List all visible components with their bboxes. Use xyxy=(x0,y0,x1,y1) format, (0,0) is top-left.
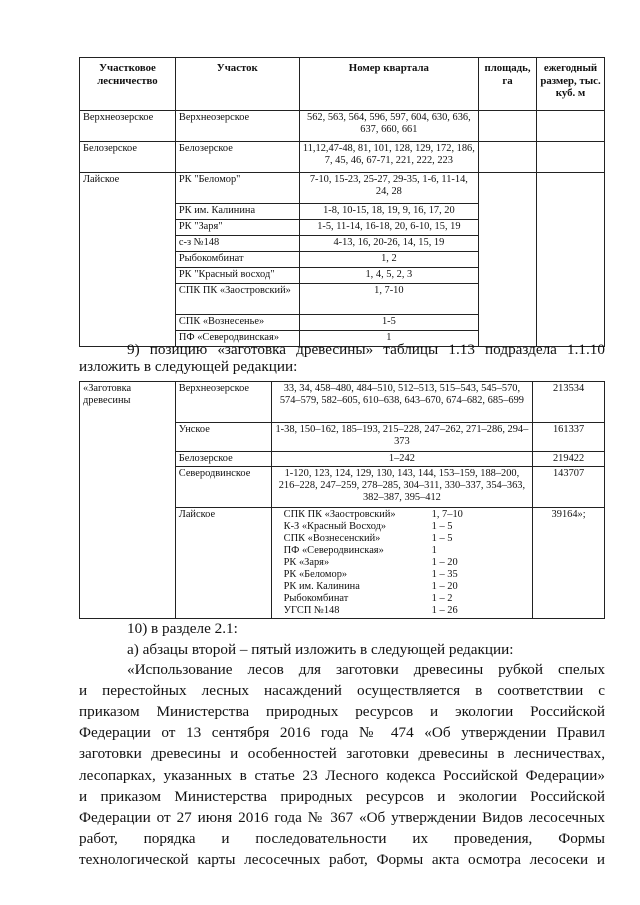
quarters-cell: 7-10, 15-23, 25-27, 29-35, 1-6, 11-14, 24, 28 xyxy=(299,173,478,204)
quarters-cell: 562, 563, 564, 596, 597, 604, 630, 636, 637, 660, 661 xyxy=(299,111,478,142)
plot-name: Рыбокомбинат xyxy=(283,593,349,604)
district-cell: Лайское xyxy=(80,173,176,347)
quarters-cell: 1-5 xyxy=(299,315,478,331)
quarters-cell: 11,12,47-48, 81, 101, 128, 129, 172, 186, 7, 45, 46, 67-71, 221, 222, 223 xyxy=(299,142,478,173)
header-area: площадь, га xyxy=(479,58,537,111)
volume-cell xyxy=(537,173,605,347)
table-row xyxy=(80,142,605,173)
body-line: работ, порядка и последовательности их проведения, Формы xyxy=(79,829,605,847)
harvest-table xyxy=(79,381,605,619)
paragraph-9-continued: изложить в следующей редакции: xyxy=(79,358,298,375)
plot-cell: с-з №148 xyxy=(175,236,299,252)
quarters-cell: 1, 2 xyxy=(299,252,478,268)
value-cell: 161337 xyxy=(533,423,605,452)
value-cell: 213534 xyxy=(533,382,605,423)
district-cell: Верхнеозерское xyxy=(80,111,176,142)
quarters-cell: 1-38, 150–162, 185–193, 215–228, 247–262, 271–286, 294–373 xyxy=(271,423,533,452)
quarters-cell: 1-5, 11-14, 16-18, 20, 6-10, 15, 19 xyxy=(299,220,478,236)
plot-name: РК «Заря» xyxy=(283,557,330,568)
plot-cell: ПФ «Северодвинская» xyxy=(175,331,299,347)
body-line: приказом Министерства природных ресурсов и экологии Российской xyxy=(79,703,605,721)
paragraph-a: а) абзацы второй – пятый изложить в следующей редакции: xyxy=(127,641,514,658)
plot-cell: СПК ПК «Заостровский» xyxy=(175,284,299,315)
quarters-cell: 1-120, 123, 124, 129, 130, 143, 144, 153–159, 188–200, 216–228, 247–259, 278–285, 304–311, 330–337, 354–363, 382–387, 395–412 xyxy=(271,467,533,508)
body-line: лесопарках, указанных в статье 23 Лесного кодекса Российской Федерации» xyxy=(79,766,605,784)
plot-name: СПК «Вознесенский» xyxy=(283,533,381,544)
laiskoe-plots-cell xyxy=(271,508,533,619)
plot-cell: РК "Красный восход" xyxy=(175,268,299,284)
plot-cell: Верхнеозерское xyxy=(175,111,299,142)
plot-quarters: 1 – 20 xyxy=(431,557,458,568)
volume-cell xyxy=(537,111,605,142)
quarters-cell: 1-8, 10-15, 18, 19, 9, 16, 17, 20 xyxy=(299,204,478,220)
body-line: заготовки древесины и особенностей заготовки древесины в лесничествах, xyxy=(79,745,605,763)
plot-name: РК им. Калинина xyxy=(283,581,360,592)
area-cell xyxy=(479,173,537,347)
area-cell xyxy=(479,142,537,173)
quarters-cell: 1, 4, 5, 2, 3 xyxy=(299,268,478,284)
plot-name: СПК ПК «Заостровский» xyxy=(283,509,396,520)
header-plot: Участок xyxy=(175,58,299,111)
plot-cell: Рыбокомбинат xyxy=(175,252,299,268)
header-annual-volume: ежегодный размер, тыс. куб. м xyxy=(537,58,605,111)
district-cell: Белозерское xyxy=(175,452,271,467)
plot-cell: РК "Заря" xyxy=(175,220,299,236)
district-cell: Лайское xyxy=(175,508,271,619)
value-cell: 219422 xyxy=(533,452,605,467)
plot-name: ПФ «Северодвинская» xyxy=(283,545,384,556)
paragraph-9: 9) позицию «заготовка древесины» таблицы 1.13 подраздела 1.1.10 xyxy=(127,341,605,358)
quarters-cell: 33, 34, 458–480, 484–510, 512–513, 515–543, 545–570, 574–579, 582–605, 610–638, 643–670, 674–682, 685–699 xyxy=(271,382,533,423)
table-row xyxy=(80,173,605,204)
body-line: технологической карты лесосечных работ, Формы акта осмотра лесосеки и xyxy=(79,850,605,868)
body-line: и приказом Министерства природных ресурсов и экологии Российской xyxy=(79,787,605,805)
category-cell: «Заготовка древесины xyxy=(80,382,176,619)
district-cell: Верхнеозерское xyxy=(175,382,271,423)
volume-cell xyxy=(537,142,605,173)
plot-name: УГСП №148 xyxy=(283,605,340,616)
plot-quarters: 1 – 26 xyxy=(431,605,458,616)
paragraph-10: 10) в разделе 2.1: xyxy=(127,620,238,637)
plot-quarters: 1 – 5 xyxy=(431,533,453,544)
plot-cell: СПК «Вознесенье» xyxy=(175,315,299,331)
plot-quarters: 1 – 2 xyxy=(431,593,453,604)
body-line: и перестойных лесных насаждений осуществляется в соответствии с xyxy=(79,682,605,700)
quarters-cell: 1, 7-10 xyxy=(299,284,478,315)
district-cell: Белозерское xyxy=(80,142,176,173)
body-line: Федерации от 27 июня 2016 года № 367 «Об утверждении Видов лесосечных xyxy=(79,808,605,826)
plot-cell: РК им. Калинина xyxy=(175,204,299,220)
header-district: Участковое лесничество xyxy=(80,58,176,111)
table-row xyxy=(80,111,605,142)
quarters-cell: 1–242 xyxy=(271,452,533,467)
table-row xyxy=(80,382,605,423)
value-cell: 143707 xyxy=(533,467,605,508)
plot-quarters: 1 – 5 xyxy=(431,521,453,532)
district-cell: Унское xyxy=(175,423,271,452)
body-line: Федерации от 13 сентября 2016 года № 474 «Об утверждении Правил xyxy=(79,724,605,742)
plot-cell: РК "Беломор" xyxy=(175,173,299,204)
plot-quarters: 1 – 20 xyxy=(431,581,458,592)
quarters-table xyxy=(79,57,605,347)
value-cell: 39164»; xyxy=(533,508,605,619)
area-cell xyxy=(479,111,537,142)
plot-quarter-list xyxy=(284,509,530,617)
plot-quarters: 1, 7–10 xyxy=(431,509,463,520)
district-cell: Северодвинское xyxy=(175,467,271,508)
body-line: «Использование лесов для заготовки древесины рубкой спелых xyxy=(127,661,605,678)
plot-name: РК «Беломор» xyxy=(283,569,348,580)
plot-name: К-З «Красный Восход» xyxy=(283,521,387,532)
plot-cell: Белозерское xyxy=(175,142,299,173)
quarters-cell: 1 xyxy=(299,331,478,347)
plot-quarters: 1 xyxy=(431,545,437,556)
quarters-cell: 4-13, 16, 20-26, 14, 15, 19 xyxy=(299,236,478,252)
header-quarters: Номер квартала xyxy=(299,58,478,111)
plot-quarters: 1 – 35 xyxy=(431,569,458,580)
